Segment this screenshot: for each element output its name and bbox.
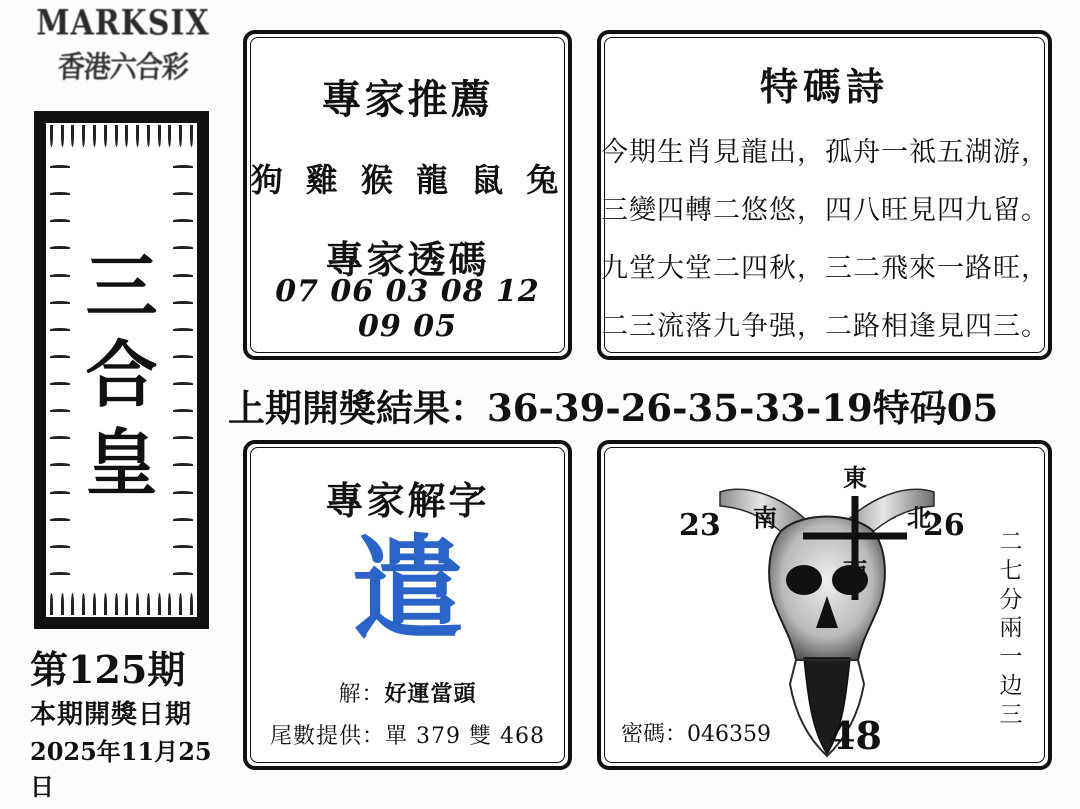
expert-recommend-box: [243, 30, 572, 360]
expert-code-numbers: 07 06 03 08 12 09 05: [275, 274, 540, 344]
banner-fringe-bottom: [46, 587, 197, 615]
left-column: [18, 3, 228, 801]
direction-cross-icon: [795, 488, 915, 608]
expert-word-character: 遣: [351, 524, 464, 655]
expert-word-box: [243, 440, 572, 770]
last-draw-result: 上期開獎結果：36-39-26-35-33-19特码05: [228, 386, 999, 430]
direction-west-label: 南: [753, 503, 777, 532]
poem-line-1: 今期生肖見龍出，孤舟一祗五湖游，: [601, 137, 1049, 168]
expert-recommend-title: 專家推薦: [321, 76, 494, 123]
skull-side-verse: [996, 528, 1026, 729]
skull-password-label: 密碼：: [621, 722, 688, 747]
skull-big-number: 48: [829, 713, 882, 758]
skull-password-value: 046359: [687, 722, 771, 747]
expert-word-title: 專家解字: [325, 478, 490, 523]
scroll-banner-inner: [44, 121, 199, 619]
side-verse-char-2: 七: [999, 557, 1023, 584]
side-verse-char-4: 兩: [999, 615, 1023, 642]
expert-zodiac-list: 狗 雞 猴 龍 鼠 兔: [250, 161, 565, 199]
expert-code-title: 專家透碼: [325, 237, 490, 282]
skull-image-box: [597, 440, 1052, 770]
direction-south-label: 西: [843, 557, 867, 586]
brand-chinese: 香港六合彩: [57, 50, 189, 85]
side-verse-char-7: 三: [999, 701, 1023, 728]
poem-line-3: 九堂大堂二四秋，三二飛來一路旺，: [601, 253, 1049, 284]
draw-date-value: 2025年11月25日: [30, 737, 212, 801]
banner-title: [46, 243, 197, 506]
direction-east-label: 北: [907, 503, 931, 532]
side-verse-char-5: 一: [999, 644, 1023, 670]
side-verse-char-3: 分: [999, 586, 1023, 613]
word-explanation-value: 好運當頭: [384, 681, 477, 707]
scroll-banner: [34, 111, 209, 629]
skull-right-number: 26: [923, 508, 965, 543]
poem-title: 特碼詩: [759, 64, 889, 109]
brand-english: MARKSIX: [36, 3, 210, 44]
side-verse-char-1: 二: [999, 529, 1023, 555]
poem-line-4: 二三流落九争强，二路相逢見四三。: [601, 311, 1049, 342]
poem-line-2: 三變四轉二悠悠，四八旺見四九留。: [601, 195, 1049, 226]
special-code-poem-box: [597, 30, 1052, 360]
skull-password: [621, 717, 771, 748]
banner-fringe-top: [46, 125, 197, 153]
side-verse-char-6: 边: [999, 672, 1023, 699]
tail-numbers: 尾數提供：單 379 雙 468: [270, 724, 545, 749]
skull-left-number: 23: [679, 508, 721, 543]
word-explanation-label: 解：: [338, 682, 385, 707]
word-explanation: [247, 677, 568, 708]
skull-illustration: [607, 450, 1042, 760]
issue-number: 第125期: [30, 647, 186, 692]
draw-date-label: 本期開獎日期: [30, 700, 193, 730]
banner-char-1: 三: [85, 244, 158, 329]
direction-north-label: 東: [843, 463, 867, 492]
banner-char-3: 皇: [85, 419, 158, 505]
banner-char-2: 合: [85, 331, 158, 417]
